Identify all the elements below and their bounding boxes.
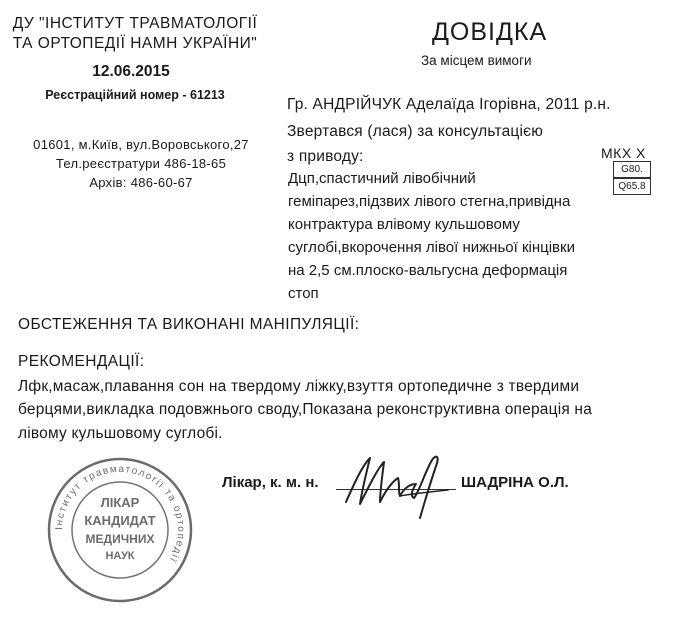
institution-address: 01601, м.Київ, вул.Воровського,27: [33, 137, 249, 152]
consultation-line: Звертався (лася) за консультацією: [287, 123, 544, 140]
recommendation-line: Лфк,масаж,плавання сон на твердому ліжку,взуття ортопедичне з твердими: [18, 378, 580, 395]
reason-label: з приводу:: [287, 148, 364, 165]
diagnosis-line: суглобі,вкорочення лівої нижньої кінцівки: [288, 239, 575, 256]
exam-section-title: ОБСТЕЖЕННЯ ТА ВИКОНАНІ МАНІПУЛЯЦІЇ:: [18, 316, 360, 333]
diagnosis-line: Дцп,спастичний лівобічний: [288, 170, 476, 187]
stamp-center-line: НАУК: [105, 550, 135, 562]
stamp-center-line: ЛІКАР: [100, 495, 140, 510]
round-stamp: [45, 455, 195, 605]
archive-phone: Архів: 486-60-67: [89, 175, 193, 190]
registry-phone: Тел.реєстратури 486-18-65: [55, 156, 227, 171]
institution-name-line1: ДУ "ІНСТИТУТ ТРАВМАТОЛОГІЇ: [12, 15, 258, 32]
stamp-ring-text: Інститут травматології та ортопедії: [53, 463, 187, 565]
diagnosis-line: контрактура влівому кульшовому: [288, 216, 520, 233]
icd-code-box: G80.: [613, 161, 651, 178]
document-subtitle: За місцем вимоги: [421, 53, 532, 68]
doctor-name: ШАДРІНА О.Л.: [461, 474, 569, 491]
doctor-label: Лікар, к. м. н.: [222, 474, 319, 491]
patient-line: Гр. АНДРІЙЧУК Аделаїда Ігорівна, 2011 р.н.: [287, 96, 611, 113]
icd-code-box: Q65.8: [613, 178, 651, 195]
recommendation-line: берцями,викладка подовжнього своду,Показана реконструктивна операція на: [18, 401, 593, 418]
diagnosis-line: стоп: [288, 285, 319, 302]
doctor-signature: [340, 444, 460, 524]
registration-number: Реєстраційний номер - 61213: [45, 88, 225, 102]
recommendation-line: лівому кульшовому суглобі.: [18, 425, 223, 442]
icd-header: МКХ Х: [601, 145, 646, 161]
diagnosis-line: геміпарез,підзвих лівого стегна,привідна: [288, 193, 571, 210]
diagnosis-line: на 2,5 см.плоско-вальгусна деформація: [288, 262, 568, 279]
document-date: 12.06.2015: [92, 63, 170, 80]
document-title: ДОВІДКА: [432, 18, 548, 46]
stamp-center-line: МЕДИЧНИХ: [85, 532, 155, 546]
stamp-center-line: КАНДИДАТ: [84, 513, 156, 528]
institution-name-line2: ТА ОРТОПЕДІЇ НАМН УКРАЇНИ": [12, 35, 258, 52]
recommendations-title: РЕКОМЕНДАЦІЇ:: [18, 353, 145, 370]
